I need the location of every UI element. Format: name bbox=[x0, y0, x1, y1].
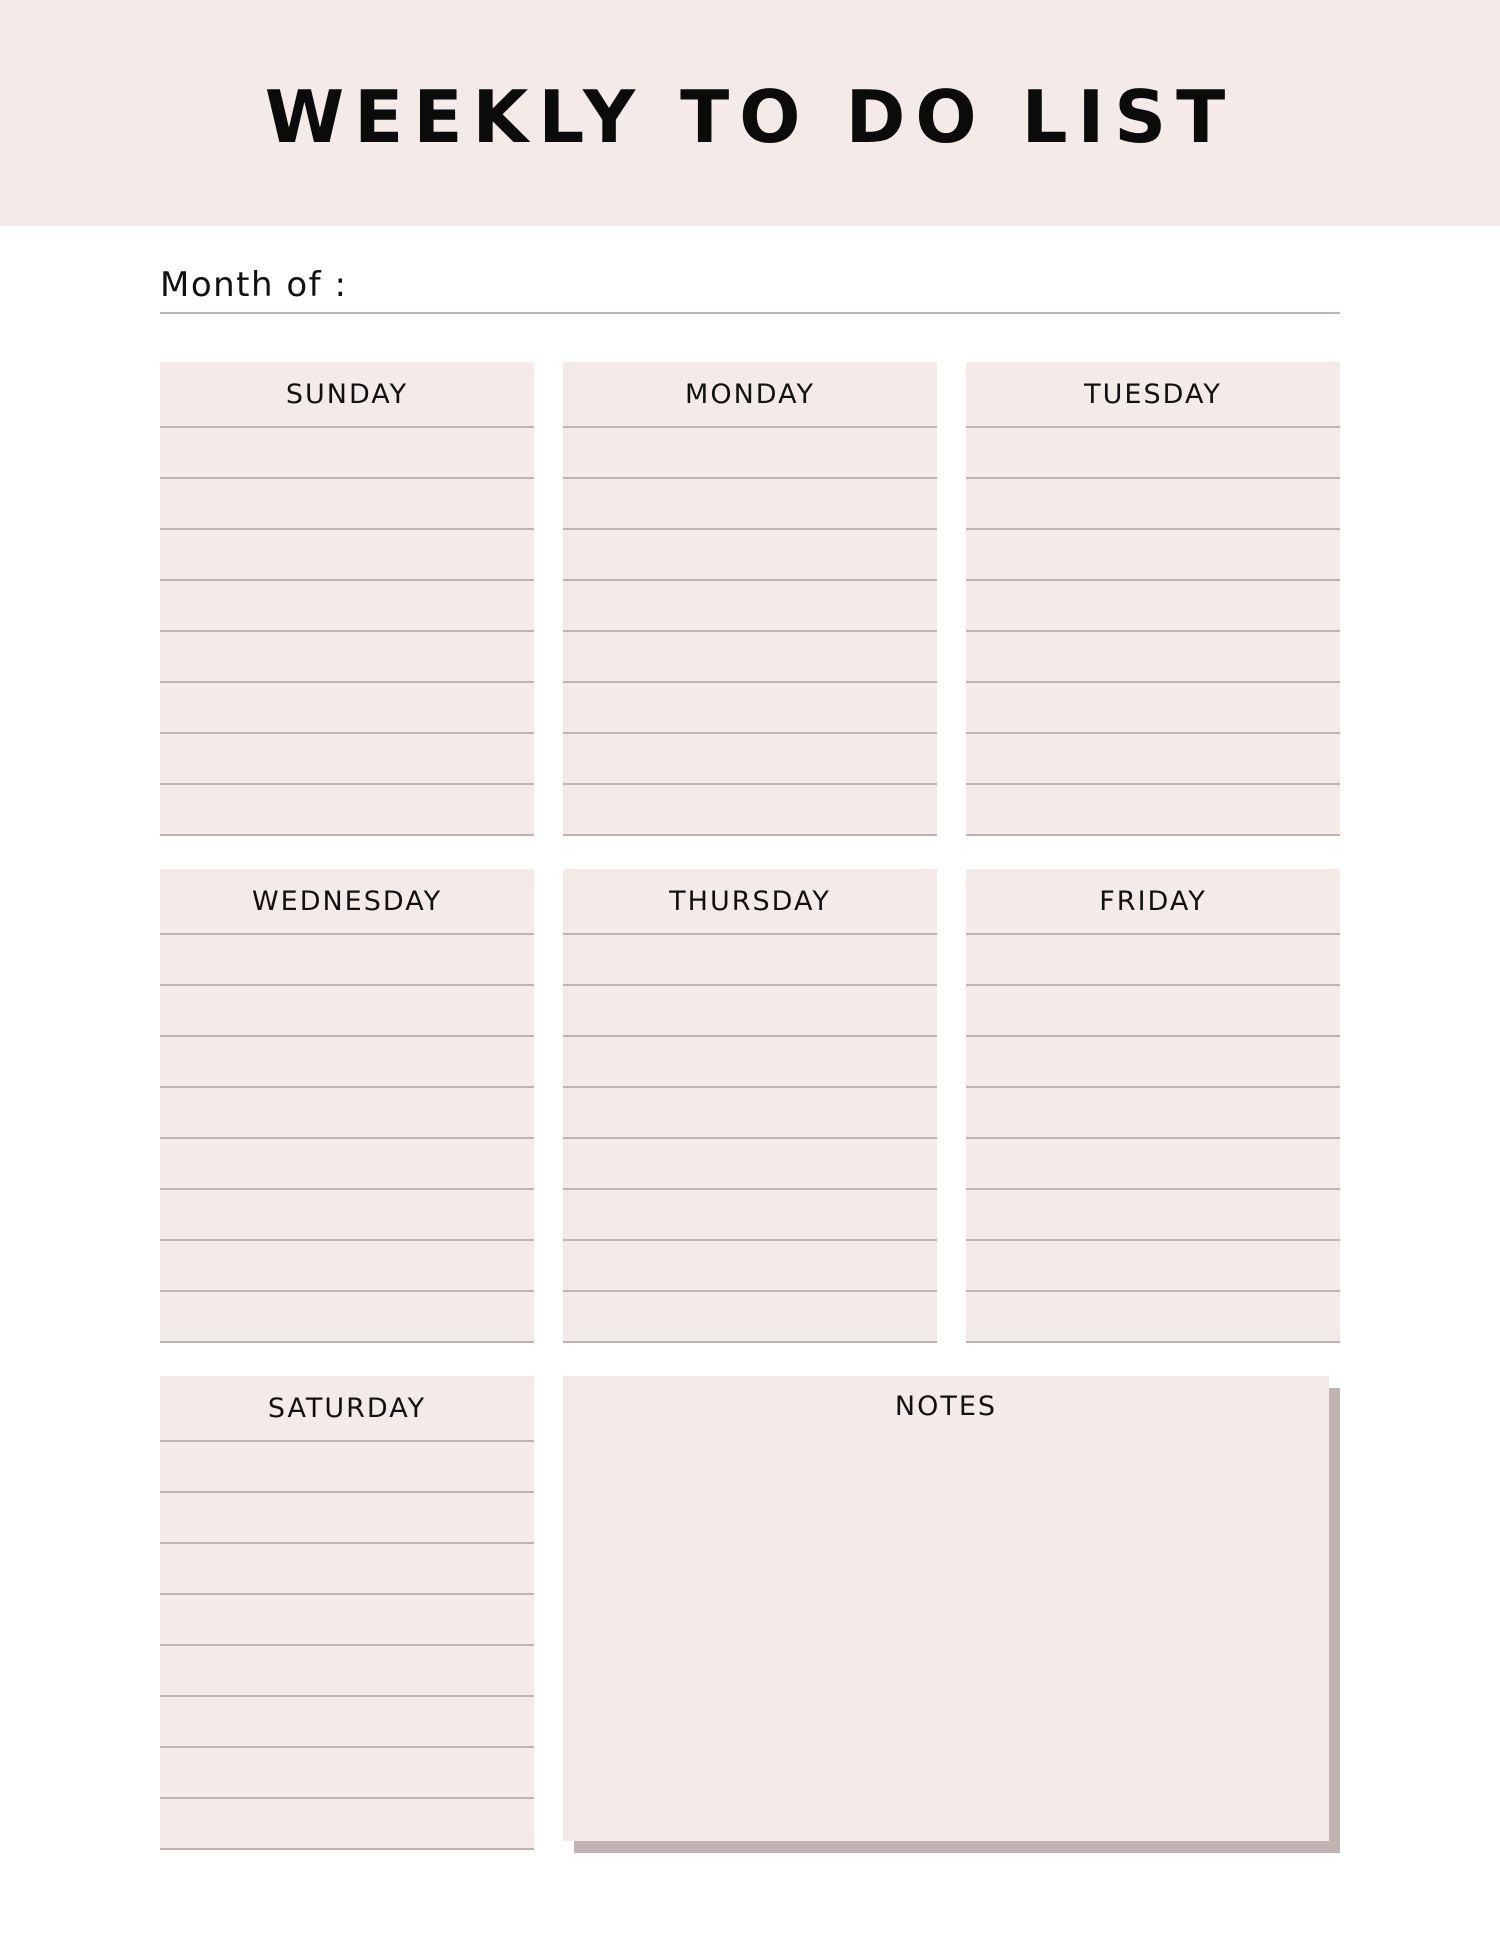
task-line[interactable] bbox=[966, 1292, 1340, 1343]
task-lines[interactable] bbox=[563, 428, 937, 836]
task-line[interactable] bbox=[563, 734, 937, 785]
notes-box[interactable] bbox=[563, 1376, 1329, 1841]
task-line[interactable] bbox=[160, 1799, 534, 1850]
day-box-sunday bbox=[160, 362, 534, 836]
task-line[interactable] bbox=[966, 530, 1340, 581]
task-line[interactable] bbox=[563, 935, 937, 986]
day-title-saturday: SATURDAY bbox=[160, 1376, 534, 1442]
day-box-monday bbox=[563, 362, 937, 836]
task-line[interactable] bbox=[966, 632, 1340, 683]
task-line[interactable] bbox=[966, 785, 1340, 836]
task-line[interactable] bbox=[563, 1292, 937, 1343]
task-line[interactable] bbox=[563, 785, 937, 836]
task-line[interactable] bbox=[160, 1595, 534, 1646]
day-box-saturday bbox=[160, 1376, 534, 1850]
task-line[interactable] bbox=[160, 1037, 534, 1088]
task-line[interactable] bbox=[966, 1088, 1340, 1139]
task-line[interactable] bbox=[160, 581, 534, 632]
day-title-monday: MONDAY bbox=[563, 362, 937, 428]
task-line[interactable] bbox=[160, 1544, 534, 1595]
task-line[interactable] bbox=[563, 1241, 937, 1292]
task-line[interactable] bbox=[160, 1139, 534, 1190]
task-line[interactable] bbox=[563, 428, 937, 479]
task-lines[interactable] bbox=[966, 935, 1340, 1343]
task-line[interactable] bbox=[160, 935, 534, 986]
task-line[interactable] bbox=[966, 683, 1340, 734]
task-line[interactable] bbox=[160, 479, 534, 530]
task-line[interactable] bbox=[966, 1037, 1340, 1088]
task-line[interactable] bbox=[966, 986, 1340, 1037]
task-line[interactable] bbox=[160, 683, 534, 734]
task-line[interactable] bbox=[966, 581, 1340, 632]
task-line[interactable] bbox=[563, 1088, 937, 1139]
task-line[interactable] bbox=[966, 479, 1340, 530]
task-line[interactable] bbox=[160, 1697, 534, 1748]
day-title-thursday: THURSDAY bbox=[563, 869, 937, 935]
task-line[interactable] bbox=[563, 1139, 937, 1190]
day-box-tuesday bbox=[966, 362, 1340, 836]
day-box-thursday bbox=[563, 869, 937, 1343]
task-line[interactable] bbox=[160, 1190, 534, 1241]
task-line[interactable] bbox=[160, 1088, 534, 1139]
task-line[interactable] bbox=[160, 1493, 534, 1544]
task-line[interactable] bbox=[966, 1139, 1340, 1190]
task-lines[interactable] bbox=[160, 935, 534, 1343]
task-line[interactable] bbox=[966, 428, 1340, 479]
task-line[interactable] bbox=[563, 683, 937, 734]
task-line[interactable] bbox=[160, 1241, 534, 1292]
day-title-tuesday: TUESDAY bbox=[966, 362, 1340, 428]
task-line[interactable] bbox=[160, 1442, 534, 1493]
month-label: Month of : bbox=[160, 265, 348, 305]
month-field[interactable] bbox=[160, 262, 1340, 314]
task-line[interactable] bbox=[563, 530, 937, 581]
task-line[interactable] bbox=[160, 632, 534, 683]
page-title: WEEKLY TO DO LIST bbox=[264, 75, 1236, 159]
day-title-sunday: SUNDAY bbox=[160, 362, 534, 428]
task-line[interactable] bbox=[563, 1037, 937, 1088]
task-line[interactable] bbox=[563, 632, 937, 683]
task-line[interactable] bbox=[160, 1292, 534, 1343]
day-title-wednesday: WEDNESDAY bbox=[160, 869, 534, 935]
notes-title: NOTES bbox=[894, 1391, 998, 1422]
task-lines[interactable] bbox=[160, 1442, 534, 1850]
task-line[interactable] bbox=[563, 479, 937, 530]
task-line[interactable] bbox=[563, 1190, 937, 1241]
task-line[interactable] bbox=[160, 428, 534, 479]
task-line[interactable] bbox=[160, 1748, 534, 1799]
task-line[interactable] bbox=[160, 785, 534, 836]
day-title-friday: FRIDAY bbox=[966, 869, 1340, 935]
task-line[interactable] bbox=[160, 986, 534, 1037]
task-line[interactable] bbox=[563, 986, 937, 1037]
task-lines[interactable] bbox=[160, 428, 534, 836]
day-box-friday bbox=[966, 869, 1340, 1343]
task-line[interactable] bbox=[966, 734, 1340, 785]
task-line[interactable] bbox=[966, 935, 1340, 986]
task-line[interactable] bbox=[966, 1241, 1340, 1292]
task-line[interactable] bbox=[160, 734, 534, 785]
task-lines[interactable] bbox=[563, 935, 937, 1343]
task-line[interactable] bbox=[160, 530, 534, 581]
task-line[interactable] bbox=[563, 581, 937, 632]
day-box-wednesday bbox=[160, 869, 534, 1343]
task-line[interactable] bbox=[966, 1190, 1340, 1241]
task-lines[interactable] bbox=[966, 428, 1340, 836]
task-line[interactable] bbox=[160, 1646, 534, 1697]
